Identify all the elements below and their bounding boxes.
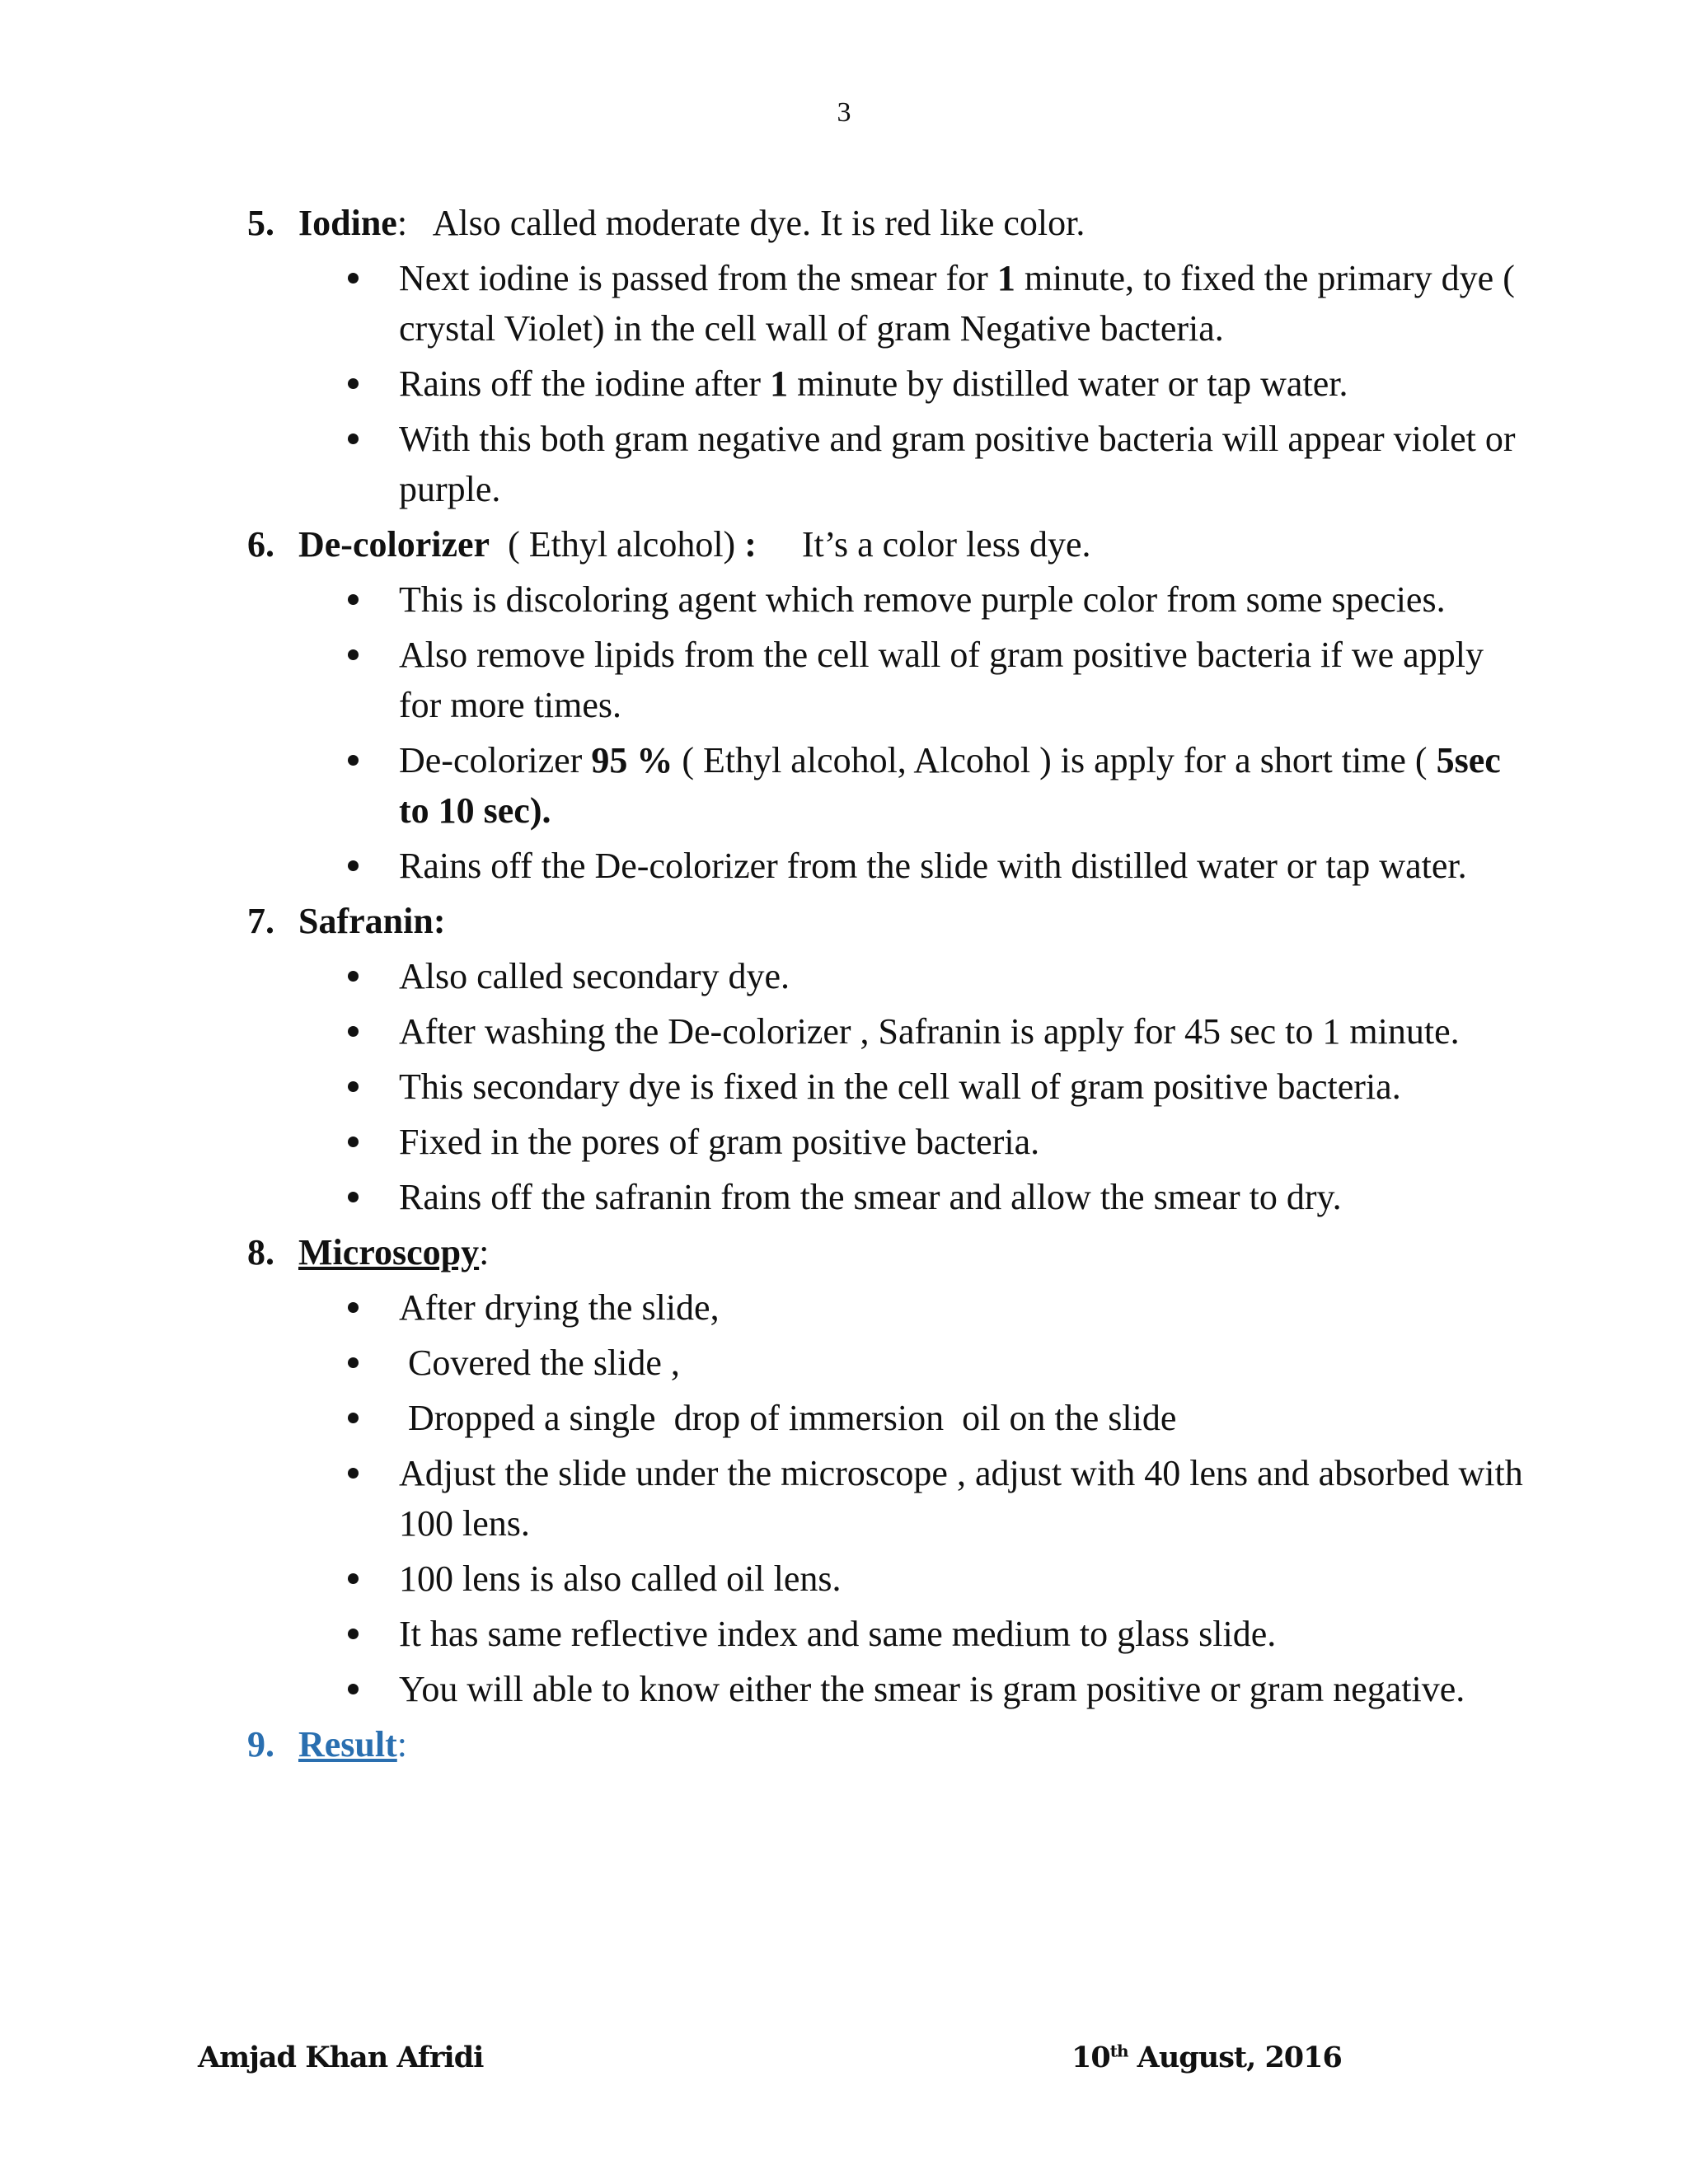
bullet-text: minute by distilled water or tap water. [788, 363, 1348, 404]
bullet-item: 100 lens is also called oil lens. [348, 1554, 1533, 1604]
section-heading [247, 1719, 1533, 1769]
section-heading [247, 1227, 1533, 1277]
section-description: It’s a color less dye. [756, 524, 1091, 565]
bullet-bold: 1 [770, 363, 789, 404]
bullet-list [348, 951, 1533, 1222]
bullet-item: Also called secondary dye. [348, 951, 1533, 1001]
bullet-text: With this both gram negative and gram positive bacteria will appear violet or purple. [399, 419, 1516, 509]
section-microscopy [247, 1227, 1533, 1714]
bullet-text: ( Ethyl alcohol, Alcohol ) is apply for a short time ( [673, 740, 1437, 780]
section-colon: : [744, 524, 757, 565]
bullet-item: Covered the slide , [348, 1338, 1533, 1388]
section-iodine [247, 198, 1533, 514]
section-description: ( Ethyl alcohol) [490, 524, 745, 565]
footer-date [1071, 2041, 1342, 2074]
bullet-item [348, 735, 1533, 836]
bullet-item: Fixed in the pores of gram positive bacteria. [348, 1117, 1533, 1167]
bullet-item: Also remove lipids from the cell wall of gram positive bacteria if we apply for more times. [348, 630, 1533, 730]
bullet-item: This secondary dye is fixed in the cell wall of gram positive bacteria. [348, 1062, 1533, 1112]
bullet-item: This is discoloring agent which remove purple color from some species. [348, 574, 1533, 625]
section-title: De-colorizer [298, 524, 490, 565]
bullet-item: It has same reflective index and same medium to glass slide. [348, 1609, 1533, 1659]
bullet-text: Next iodine is passed from the smear for [399, 258, 997, 298]
page-footer [0, 2041, 1688, 2090]
section-title: Safranin: [298, 901, 446, 941]
bullet-item [348, 359, 1533, 409]
bullet-text: De-colorizer [399, 740, 592, 780]
bullet-item: After washing the De-colorizer , Safranin is apply for 45 sec to 1 minute. [348, 1006, 1533, 1057]
document-body [247, 196, 1533, 1769]
bullet-list [348, 574, 1533, 891]
section-heading [247, 519, 1533, 569]
bullet-item: Dropped a single drop of immersion oil on the slide [348, 1393, 1533, 1443]
footer-author: Amjad Khan Afridi [198, 2041, 484, 2074]
section-safranin [247, 896, 1533, 1222]
section-colon: : [479, 1232, 490, 1272]
bullet-list [348, 253, 1533, 514]
section-heading [247, 896, 1533, 946]
section-number: 5. [247, 203, 274, 243]
date-suffix: th [1109, 2041, 1128, 2061]
section-result [247, 1719, 1533, 1769]
section-title: Microscopy [298, 1232, 480, 1272]
bullet-item: Rains off the De-colorizer from the slide with distilled water or tap water. [348, 841, 1533, 891]
bullet-bold: 95 % [591, 740, 673, 780]
bullet-bold: 5sec to 10 sec). [399, 740, 1501, 831]
section-number: 7. [247, 901, 274, 941]
bullet-item: Rains off the safranin from the smear and allow the smear to dry. [348, 1172, 1533, 1222]
section-heading [247, 198, 1533, 248]
section-colon: : [396, 1724, 408, 1765]
section-number: 6. [247, 524, 274, 565]
bullet-item: After drying the slide, [348, 1282, 1533, 1333]
bullet-item: You will able to know either the smear is gram positive or gram negative. [348, 1664, 1533, 1714]
bullet-bold: 1 [996, 258, 1015, 298]
date-day: 10 [1071, 2041, 1110, 2074]
bullet-item [348, 253, 1533, 354]
section-number: 9. [247, 1724, 274, 1765]
date-rest: August, 2016 [1128, 2041, 1342, 2074]
bullet-item: Adjust the slide under the microscope , adjust with 40 lens and absorbed with 100 lens. [348, 1448, 1533, 1549]
section-description: : Also called moderate dye. It is red like color. [396, 203, 1085, 243]
section-title: Result [298, 1724, 397, 1765]
section-decolorizer [247, 519, 1533, 891]
section-number: 8. [247, 1232, 274, 1272]
section-title: Iodine [298, 203, 397, 243]
bullet-text: Rains off the iodine after [399, 363, 771, 404]
bullet-list [348, 1282, 1533, 1714]
page-number: 3 [837, 97, 851, 128]
bullet-item [348, 414, 1533, 514]
bullet-text: minute, to fixed the primary dye ( crystal Violet) in the cell wall of gram Negative bacteria. [399, 258, 1515, 349]
